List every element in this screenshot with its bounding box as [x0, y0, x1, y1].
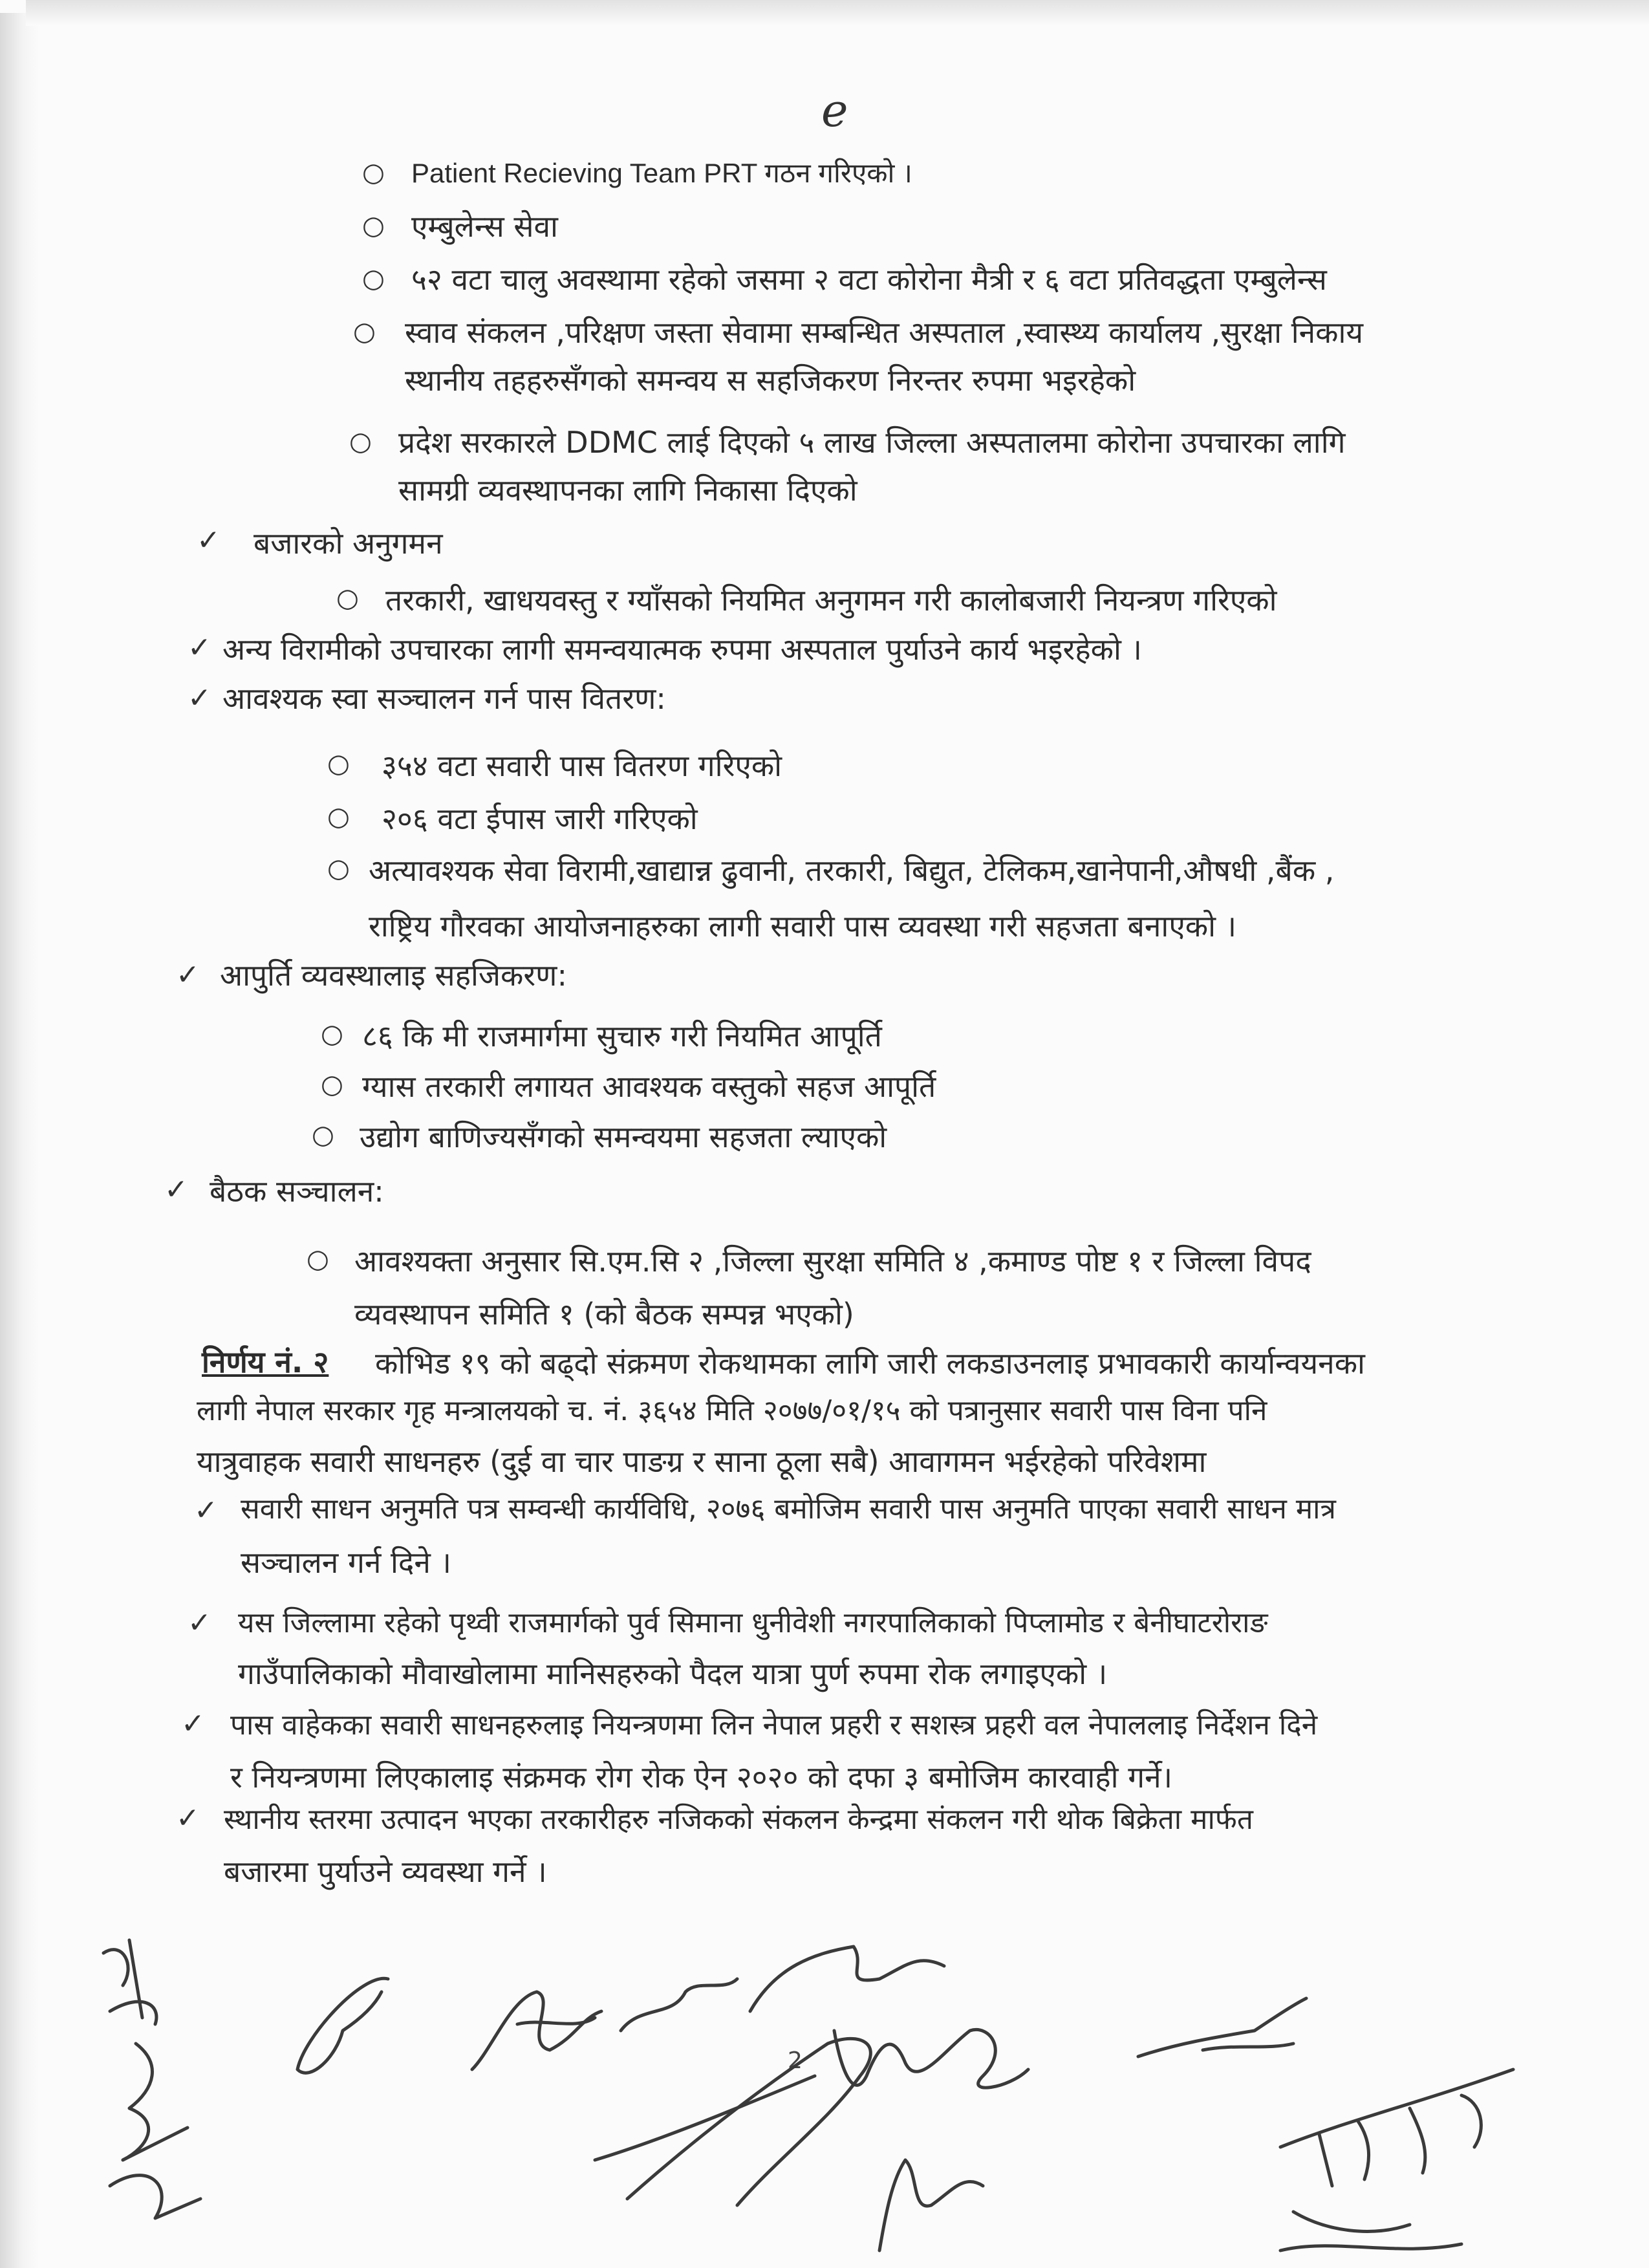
item-gas-vegetable-supply: ग्यास तरकारी लगायत आवश्यक वस्तुको सहज आपूर्ति	[362, 1069, 936, 1104]
page-number: 2	[788, 2047, 803, 2074]
item-swab-collection-cont: स्थानीय तहहरुसँगको समन्वय स सहजिकरण निरन्तर रुपमा भइरहेको	[405, 363, 1136, 398]
item-ddmc-fund: प्रदेश सरकारले DDMC लाई दिएको ५ लाख जिल्ला अस्पतालमा कोरोना उपचारका लागि	[398, 425, 1346, 460]
handwritten-signature	[854, 2134, 996, 2263]
decision-item-police-instruction-cont: र नियन्त्रणमा लिएकालाइ संक्रमक रोग रोक ऐन २०२० को दफा ३ बमोजिम कारवाही गर्ने।	[230, 1760, 1173, 1795]
item-vehicle-pass: ३५४ वटा सवारी पास वितरण गरिएको	[382, 748, 782, 783]
handwritten-signature	[285, 1966, 427, 2095]
heading-supply-facilitation: आपुर्ति व्यवस्थालाइ सहजिकरण:	[220, 958, 567, 993]
item-industry-coordination: उद्योग बाणिज्यसँगको समन्वयमा सहजता ल्याएको	[360, 1119, 887, 1154]
item-ddmc-fund-cont: सामग्री व्यवस्थापनका लागि निकासा दिएको	[398, 473, 857, 508]
item-other-patients: अन्य विरामीको उपचारका लागी समन्वयात्मक रुपमा अस्पताल पुर्याउने कार्य भइरहेको ।	[222, 632, 1142, 667]
check-mark: ✓	[164, 1173, 188, 1206]
check-mark: ✓	[181, 1707, 205, 1740]
bullet-circle: ○	[327, 749, 350, 779]
handwritten-signature	[815, 1992, 1048, 2134]
item-essential-services-cont: राष्ट्रिय गौरवका आयोजनाहरुका लागी सवारी पास व्यवस्था गरी सहजता बनाएको ।	[369, 909, 1237, 944]
handwritten-signature	[84, 1914, 226, 2251]
check-mark: ✓	[188, 1606, 211, 1639]
bullet-circle: ○	[327, 854, 350, 883]
heading-market-monitoring: बजारको अनुगमन	[253, 526, 443, 561]
check-mark: ✓	[197, 524, 221, 557]
check-mark: ✓	[176, 1802, 200, 1835]
item-prt-team: Patient Recieving Team PRT गठन गरिएको ।	[411, 158, 912, 188]
check-mark: ✓	[188, 682, 211, 715]
bullet-circle: ○	[307, 1244, 329, 1274]
decision-line-1: कोभिड १९ को बढ्दो संक्रमण रोकथामका लागि जारी लकडाउनलाइ प्रभावकारी कार्यान्वयनका	[375, 1346, 1365, 1381]
check-mark: ✓	[188, 631, 211, 664]
bullet-circle: ○	[349, 427, 372, 457]
decision-line-2: लागी नेपाल सरकार गृह मन्त्रालयको च. नं. ३६५४ मिति २०७७/०१/१५ को पत्रानुसार सवारी पास विना पनि	[197, 1394, 1267, 1427]
item-meetings-cont: व्यवस्थापन समिति १ (को बैठक सम्पन्न भएको)	[354, 1297, 854, 1332]
item-swab-collection: स्वाव संकलन ,परिक्षण जस्ता सेवामा सम्बन्धित अस्पताल ,स्वास्थ्य कार्यालय ,सुरक्षा निकाय	[405, 315, 1364, 350]
page-top-edge	[26, 0, 1649, 26]
item-market-monitoring: तरकारी, खाधयवस्तु र ग्याँसको नियमित अनुगमन गरी कालोबजारी नियन्त्रण गरिएको	[385, 583, 1277, 618]
bullet-circle: ○	[321, 1019, 343, 1049]
heading-meeting: बैठक सञ्चालन:	[210, 1174, 384, 1209]
decision-line-3: यात्रुवाहक सवारी साधनहरु (दुई वा चार पाङग्र र साना ठूला सबै) आवागमन भईरहेको परिवेशमा	[197, 1444, 1207, 1479]
decision-item-vehicle-permit-cont: सञ्चालन गर्न दिने ।	[241, 1545, 451, 1580]
check-mark: ✓	[194, 1494, 218, 1527]
decision-item-local-produce-cont: बजारमा पुर्याउने व्यवस्था गर्ने ।	[224, 1854, 547, 1889]
decision-item-local-produce: स्थानीय स्तरमा उत्पादन भएका तरकारीहरु नजिकको संकलन केन्द्रमा संकलन गरी थोक बिक्रेता मार्फत	[224, 1803, 1253, 1836]
decision-item-highway-block: यस जिल्लामा रहेको पृथ्वी राजमार्गको पुर्व सिमाना धुनीवेशी नगरपालिकाको पिप्लामोड र बेनीघाटरोराङ	[238, 1606, 1268, 1639]
bullet-circle: ○	[353, 317, 376, 347]
handwritten-page-mark: e	[821, 84, 848, 137]
item-essential-services: अत्यावश्यक सेवा विरामी,खाद्यान्न ढुवानी, तरकारी, बिद्युत, टेलिकम,खानेपानी,औषधी ,बैंक ,	[369, 853, 1335, 888]
decision-item-police-instruction: पास वाहेकका सवारी साधनहरुलाइ नियन्त्रणमा लिन नेपाल प्रहरी र सशस्त्र प्रहरी वल नेपाललाइ निर्देशन दिने	[230, 1709, 1318, 1742]
check-mark: ✓	[176, 958, 200, 991]
item-ambulance-service: एम्बुलेन्स सेवा	[411, 209, 558, 244]
bullet-circle: ○	[336, 583, 359, 613]
decision-label: निर्णय नं. २	[202, 1345, 329, 1379]
bullet-circle: ○	[327, 802, 350, 832]
item-epass: २०६ वटा ईपास जारी गरिएको	[382, 801, 698, 836]
heading-pass-distribution: आवश्यक स्वा सञ्चालन गर्न पास वितरण:	[222, 681, 666, 716]
bullet-circle: ○	[312, 1120, 334, 1150]
item-ambulance-count: ५२ वटा चालु अवस्थामा रहेको जसमा २ वटा कोरोना मैत्री र ६ वटा प्रतिवद्धता एम्बुलेन्स	[411, 262, 1327, 297]
bullet-circle: ○	[321, 1070, 343, 1099]
decision-item-highway-block-cont: गाउँपालिकाको मौवाखोलामा मानिसहरुको पैदल यात्रा पुर्ण रुपमा रोक लगाइएको ।	[238, 1656, 1108, 1691]
bullet-circle: ○	[362, 158, 385, 188]
handwritten-signature	[1267, 2044, 1565, 2263]
bullet-circle: ○	[362, 264, 385, 294]
item-highway-supply: ८६ कि मी राजमार्गमा सुचारु गरी नियमित आपूर्ति	[362, 1019, 882, 1053]
decision-item-vehicle-permit: सवारी साधन अनुमति पत्र सम्वन्धी कार्यविधि, २०७६ बमोजिम सवारी पास अनुमति पाएका सवारी साधन मात्र	[241, 1493, 1336, 1526]
bullet-circle: ○	[362, 211, 385, 241]
item-meetings: आवश्यक्ता अनुसार सि.एम.सि २ ,जिल्ला सुरक्षा समिति ४ ,कमाण्ड पोष्ट १ र जिल्ला विपद	[354, 1244, 1311, 1279]
page-edge-shadow	[0, 13, 39, 2268]
